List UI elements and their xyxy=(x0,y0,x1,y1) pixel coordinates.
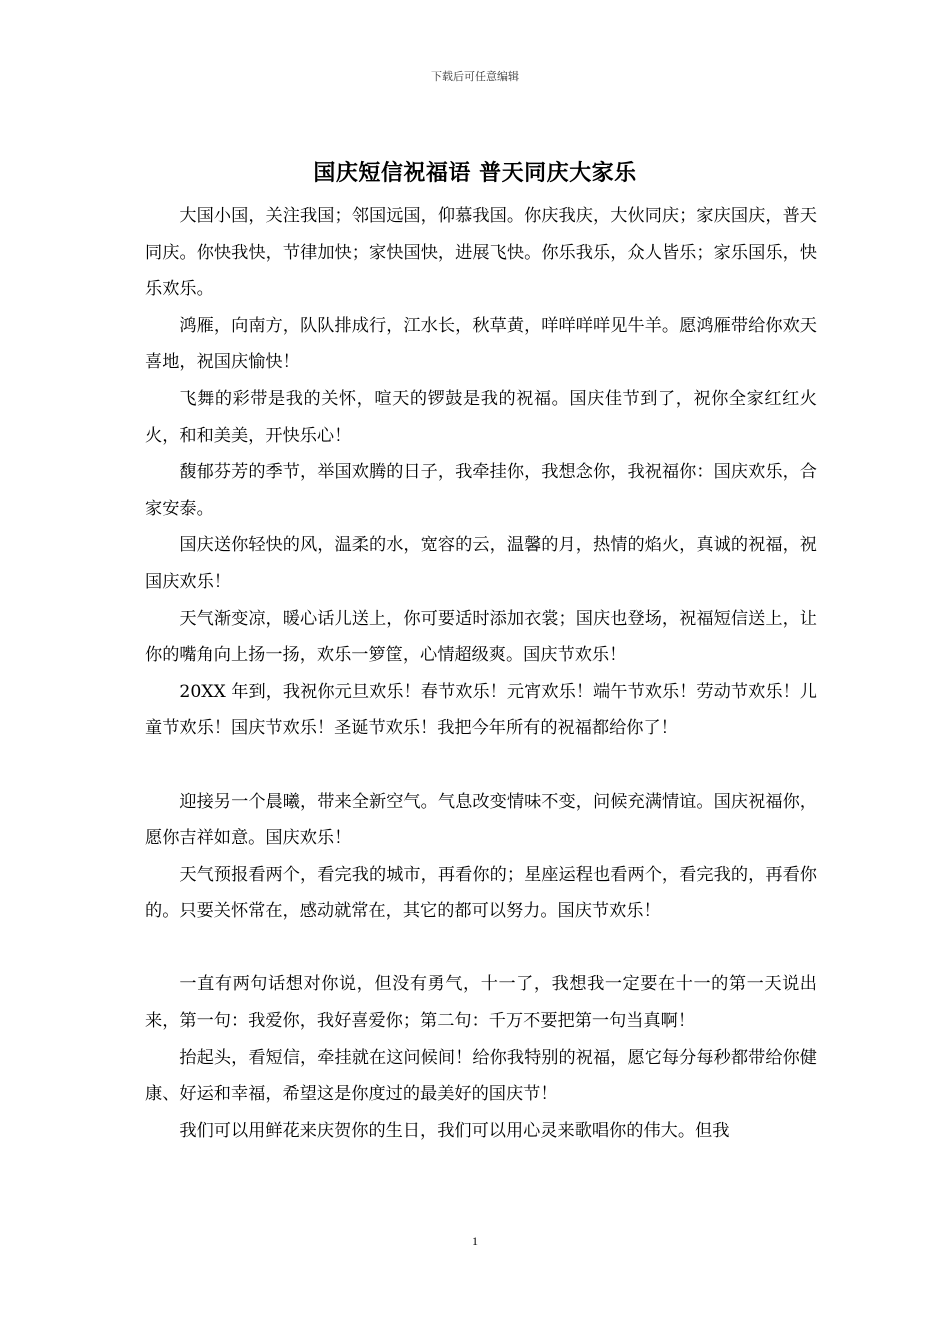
document-body xyxy=(145,198,817,1149)
paragraph: 天气预报看两个，看完我的城市，再看你的；星座运程也看两个，看完我的，再看你的。只要关怀常在，感动就常在，其它的都可以努力。国庆节欢乐！ xyxy=(145,864,817,922)
paragraph: 馥郁芬芳的季节，举国欢腾的日子，我牵挂你，我想念你，我祝福你：国庆欢乐，合家安泰。 xyxy=(145,462,817,519)
document-title: 国庆短信祝福语 普天同庆大家乐 xyxy=(313,160,637,186)
header-note: 下载后可任意编辑 xyxy=(431,70,519,83)
paragraph: 飞舞的彩带是我的关怀，喧天的锣鼓是我的祝福。国庆佳节到了，祝你全家红红火火，和和美美，开快乐心！ xyxy=(145,388,817,446)
blank-line xyxy=(145,747,817,784)
paragraph: 大国小国，关注我国；邻国远国，仰慕我国。你庆我庆，大伙同庆；家庆国庆，普天同庆。你快我快，节律加快；家快国快，进展飞快。你乐我乐，众人皆乐；家乐国乐，快乐欢乐。 xyxy=(145,206,817,300)
paragraph: 国庆送你轻快的风，温柔的水，宽容的云，温馨的月，热情的焰火，真诚的祝福，祝国庆欢乐！ xyxy=(145,535,817,592)
page-number: 1 xyxy=(472,1234,478,1248)
blank-line xyxy=(145,930,817,967)
paragraph: 迎接另一个晨曦，带来全新空气。气息改变情味不变，问候充满情谊。国庆祝福你，愿你吉祥如意。国庆欢乐！ xyxy=(145,791,817,849)
paragraph: 一直有两句话想对你说，但没有勇气，十一了，我想我一定要在十一的第一天说出来，第一句：我爱你，我好喜爱你；第二句：千万不要把第一句当真啊！ xyxy=(145,974,817,1032)
paragraph: 天气渐变凉，暖心话儿送上，你可要适时添加衣裳；国庆也登场，祝福短信送上，让你的嘴角向上扬一扬，欢乐一箩筐，心情超级爽。国庆节欢乐！ xyxy=(145,608,817,666)
paragraph: 抬起头，看短信，牵挂就在这问候间！给你我特别的祝福，愿它每分每秒都带给你健康、好运和幸福，希望这是你度过的最美好的国庆节！ xyxy=(145,1047,817,1105)
paragraph: 鸿雁，向南方，队队排成行，江水长，秋草黄，咩咩咩咩见牛羊。愿鸿雁带给你欢天喜地，祝国庆愉快！ xyxy=(145,315,817,373)
paragraph: 我们可以用鲜花来庆贺你的生日，我们可以用心灵来歌唱你的伟大。但我 xyxy=(179,1120,730,1141)
paragraph: 20XX 年到，我祝你元旦欢乐！春节欢乐！元宵欢乐！端午节欢乐！劳动节欢乐！儿童节欢乐！国庆节欢乐！圣诞节欢乐！我把今年所有的祝福都给你了！ xyxy=(145,681,817,739)
